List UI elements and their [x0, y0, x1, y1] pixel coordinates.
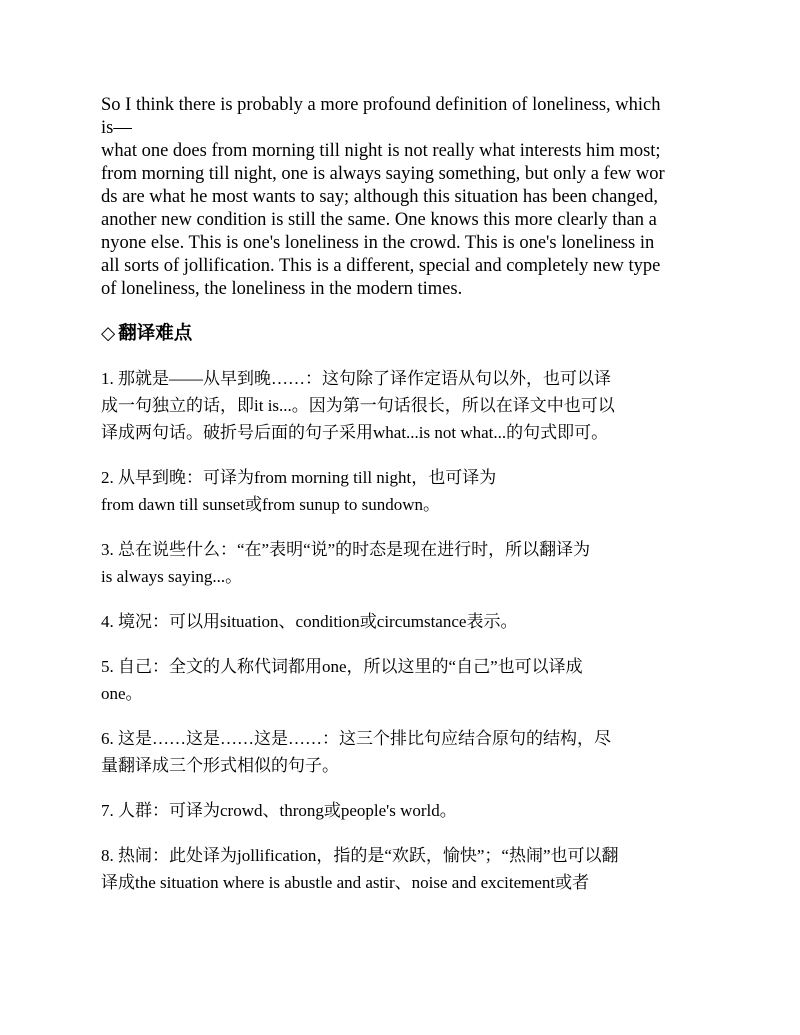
intro-line: nyone else. This is one's loneliness in the crowd. This is one's loneliness in [101, 233, 655, 253]
translation-note-5 [101, 653, 701, 707]
note-line: 译成两句话。破折号后面的句子采用what...is not what...的句式即可。 [101, 423, 609, 442]
note-line: 8. 热闹：此处译为jollification，指的是“欢跃，愉快”；“热闹”也可以翻 [101, 846, 619, 865]
note-line: 7. 人群：可译为crowd、throng或people's world。 [101, 801, 457, 820]
intro-line: of loneliness, the loneliness in the modern times. [101, 279, 463, 299]
section-heading-title: 翻译难点 [118, 323, 193, 344]
translation-note-7 [101, 797, 701, 824]
intro-line: is— [101, 118, 132, 138]
intro-line: So I think there is probably a more profound definition of loneliness, which [101, 95, 661, 115]
translation-note-1 [101, 365, 701, 446]
intro-line: ds are what he most wants to say; although this situation has been changed, [101, 187, 658, 207]
note-line: one。 [101, 684, 143, 703]
note-line: 1. 那就是——从早到晚……：这句除了译作定语从句以外，也可以译 [101, 369, 611, 388]
intro-line: another new condition is still the same. One knows this more clearly than a [101, 210, 657, 230]
note-line: 6. 这是……这是……这是……：这三个排比句应结合原句的结构，尽 [101, 729, 611, 748]
intro-line: what one does from morning till night is not really what interests him most; [101, 141, 661, 161]
diamond-icon: ◇ [101, 323, 116, 344]
note-line: 5. 自己：全文的人称代词都用one，所以这里的“自己”也可以译成 [101, 657, 583, 676]
document-page [101, 94, 701, 896]
note-line: 成一句独立的话，即it is...。因为第一句话很长，所以在译文中也可以 [101, 396, 615, 415]
translation-note-2 [101, 464, 701, 518]
note-line: 译成the situation where is abustle and astir、noise and excitement或者 [101, 873, 590, 892]
note-line: 量翻译成三个形式相似的句子。 [101, 756, 339, 775]
note-line: 3. 总在说些什么：“在”表明“说”的时态是现在进行时，所以翻译为 [101, 540, 591, 559]
note-line: 4. 境况：可以用situation、condition或circumstance表示。 [101, 612, 518, 631]
intro-line: from morning till night, one is always saying something, but only a few wor [101, 164, 665, 184]
note-line: from dawn till sunset或from sunup to sundown。 [101, 495, 441, 514]
translation-note-6 [101, 725, 701, 779]
translation-note-4 [101, 608, 701, 635]
intro-line: all sorts of jollification. This is a different, special and completely new type [101, 256, 661, 276]
intro-paragraph [101, 94, 701, 301]
note-line: is always saying...。 [101, 567, 243, 586]
note-line: 2. 从早到晚：可译为from morning till night，也可译为 [101, 468, 497, 487]
translation-note-8 [101, 842, 701, 896]
section-heading [101, 321, 701, 347]
translation-note-3 [101, 536, 701, 590]
